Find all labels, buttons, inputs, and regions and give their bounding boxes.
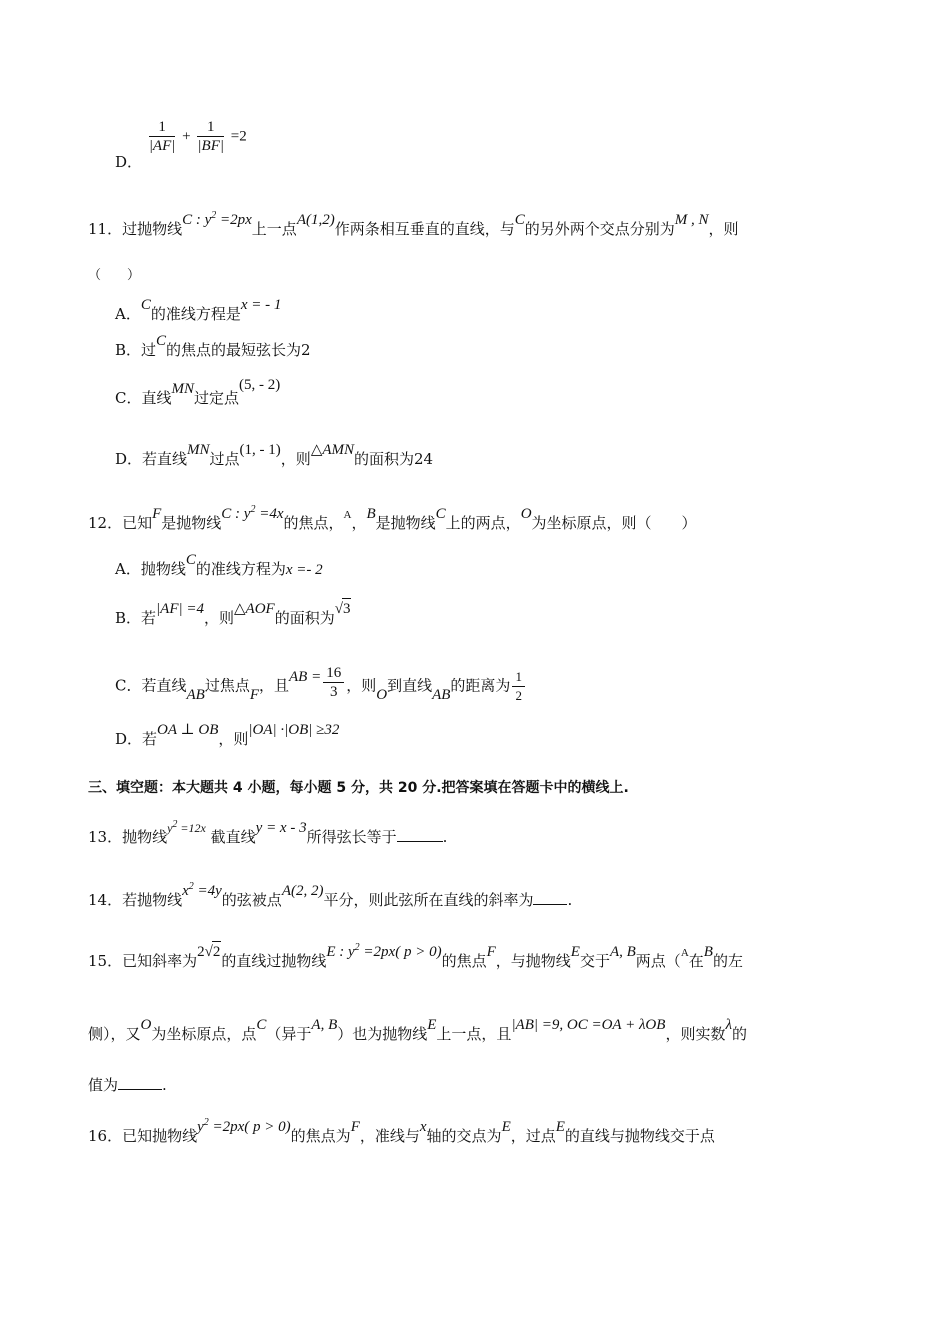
q12-curve-text: C : y — [221, 506, 251, 522]
q16-stem — [88, 1117, 715, 1147]
q15-text-6: 在 — [688, 952, 704, 970]
q11-option-c-point: (5, - 2) — [239, 377, 281, 393]
q11-option-a-math: x = - 1 — [240, 297, 282, 313]
q11-option-d — [115, 442, 434, 470]
q11-paren: （ ） — [88, 268, 141, 283]
q11-option-b — [115, 333, 311, 361]
q11-option-a-text: 的准线方程是 — [150, 305, 241, 323]
q15-lambda: λ — [725, 1017, 732, 1033]
q12-option-d-math-2: |OA| ·|OB| ≥32 — [248, 722, 340, 738]
q15-text-7: 的左 — [712, 952, 743, 970]
q15-slope-radicand: 2 — [212, 941, 222, 962]
q15-text-4: 交于 — [579, 952, 610, 970]
q15-answer-blank[interactable] — [118, 1075, 162, 1090]
q14-curve-rest: =4y — [197, 883, 222, 899]
q12-text-2: 的焦点， — [283, 514, 344, 532]
q16-text-1: 的焦点为 — [290, 1127, 351, 1145]
q16-curve: $y^2 =2px$( p > 0) — [197, 1117, 291, 1135]
q12-text-6: 为坐标原点，则（ ） — [531, 514, 697, 532]
q15-l2-text-1: 侧），又 — [88, 1025, 141, 1043]
q10-frac-bf-num: 1 — [197, 118, 224, 137]
q15-line-2 — [88, 1017, 747, 1045]
q12-option-c-ab: AB — [186, 686, 205, 703]
q12-option-a-math: x =- 2 — [285, 562, 323, 578]
q16-number: 16．已知抛物线 — [88, 1127, 198, 1145]
q15-l2-text-5: 上一点，且 — [436, 1025, 512, 1043]
q15-ab-2: A, B — [311, 1017, 338, 1033]
q13-curve-text: y — [167, 821, 173, 835]
q12-option-c-frac-16-3 — [323, 664, 344, 701]
section-3-heading: 三、填空题：本大题共 4 小题，每小题 5 分，共 20 分.把答案填在答题卡中的横线上. — [88, 780, 629, 796]
q16-e: E — [501, 1119, 511, 1135]
q12-option-c-frac2-num: 1 — [512, 668, 525, 687]
q11-option-a-c: C — [140, 297, 151, 313]
q15-slope-coef: 2 — [197, 944, 205, 960]
q12-option-a-label: A．抛物线 — [115, 560, 186, 578]
q12-o: O — [520, 506, 532, 522]
q14-curve: $x^2 =4y$ — [182, 881, 222, 899]
q11-option-d-label: D．若直线 — [115, 450, 188, 468]
q16-text-2: ，准线与 — [359, 1127, 420, 1145]
q12-number: 12．已知 — [88, 514, 153, 532]
q10-frac-af-den: |AF| — [148, 138, 176, 154]
q12-option-c-frac-num: 16 — [323, 664, 344, 683]
q12-stem — [88, 504, 697, 535]
q15-condition: |AB| =9, OC =OA + λOB — [511, 1017, 666, 1033]
q10-plus: + — [182, 128, 191, 145]
q15-ab: A, B — [609, 944, 636, 960]
q15-b: B — [703, 944, 713, 960]
q12-option-b-triangle: △AOF — [234, 601, 275, 617]
q11-text-2: 作两条相互垂直的直线，与 — [334, 220, 515, 238]
q16-text-4: ，过点 — [510, 1127, 556, 1145]
q14-stem — [88, 881, 573, 911]
q12-option-c-text-4: 到直线 — [387, 676, 433, 695]
q12-option-b — [115, 601, 351, 629]
q16-curve-text: y — [197, 1119, 204, 1135]
q12-text-4: 是抛物线 — [375, 514, 436, 532]
q15-curve-rest: =2px( p > 0) — [363, 944, 442, 960]
q11-option-c — [115, 377, 281, 409]
q12-option-b-math: |AF| =4 — [156, 601, 204, 617]
q11-option-d-triangle: △AMN — [310, 442, 355, 458]
q12-option-c-o: O — [376, 686, 388, 703]
q13-line: y = x - 3 — [255, 820, 307, 836]
q12-b: B — [366, 506, 376, 522]
q15-text-1: 的直线过抛物线 — [221, 952, 327, 970]
q15-l2-text-3: （异于 — [266, 1025, 312, 1043]
q12-option-b-label: B．若 — [115, 609, 157, 627]
q11-curve-rest: =2px — [220, 212, 252, 228]
q12-text-3: ， — [351, 514, 367, 532]
q13-end: . — [442, 828, 448, 846]
q11-curve: C : $y^2 =2px$ — [182, 210, 252, 228]
q11-option-c-mn: MN — [171, 381, 194, 397]
q15-f: F — [486, 944, 496, 960]
q14-text-2: 平分，则此弦所在直线的斜率为 — [323, 891, 534, 909]
q12-option-a-c: C — [185, 552, 196, 568]
q15-l2-text-7: 的 — [731, 1025, 747, 1043]
q15-line-3 — [88, 1075, 167, 1095]
q16-curve-rest: =2px( p > 0) — [212, 1119, 291, 1135]
q12-option-d-math: OA ⊥ OB — [157, 722, 219, 738]
q12-option-c-label: C．若直线 — [115, 676, 187, 695]
q15-l3-text-1: 值为 — [88, 1076, 119, 1094]
q15-curve-text: E : y — [326, 944, 355, 960]
q10-option-d — [115, 118, 247, 171]
q15-slope: 2√2 — [197, 944, 221, 960]
q12-option-c-ab-2: AB — [432, 686, 451, 703]
q12-option-c — [115, 665, 527, 705]
q12-option-c-text-2: ，且 — [259, 676, 290, 695]
q14-curve-text: x — [182, 883, 189, 899]
q10-option-d-label: D． — [115, 152, 143, 171]
q16-f: F — [350, 1119, 360, 1135]
q11-option-c-text: 过定点 — [193, 389, 239, 407]
q12-a: A — [343, 509, 352, 521]
q10-frac-af — [149, 118, 176, 155]
q15-line-1 — [88, 942, 743, 973]
q12-option-c-text-5: 的距离为 — [450, 676, 511, 695]
q12-option-d-text: ，则 — [218, 730, 249, 748]
q14-number: 14．若抛物线 — [88, 891, 183, 909]
q13-text-2: 所得弦长等于 — [306, 828, 397, 846]
q12-option-c-frac-1-2 — [512, 668, 525, 705]
q12-option-b-text-1: ，则 — [203, 609, 234, 627]
q11-option-d-text-3: 的面积为24 — [354, 450, 434, 468]
q13-answer-blank[interactable] — [397, 827, 443, 842]
q11-option-d-text-2: ，则 — [280, 450, 311, 468]
q15-l2-text-6: ，则实数 — [665, 1025, 726, 1043]
q12-curve: C : $y^2 =4x$ — [221, 504, 284, 522]
q12-option-d-label: D．若 — [115, 730, 158, 748]
q11-mn: M , N — [674, 212, 709, 228]
q11-option-b-text: 的焦点的最短弦长为2 — [166, 341, 311, 359]
q13-number: 13．抛物线 — [88, 828, 168, 846]
q12-option-b-text-2: 的面积为 — [274, 609, 335, 627]
q12-curve-rest: =4x — [259, 506, 284, 522]
q12-option-a-text: 的准线方程为 — [195, 560, 286, 578]
q11-option-c-label: C．直线 — [115, 389, 172, 407]
q10-frac-bf — [197, 118, 224, 155]
q14-point: A(2, 2) — [281, 883, 324, 899]
q16-text-5: 的直线与抛物线交于点 — [564, 1127, 715, 1145]
q11-c: C — [514, 212, 525, 228]
q13-curve: y2 =12x — [167, 819, 206, 835]
q10-frac-af-num: 1 — [149, 118, 176, 137]
q12-c: C — [435, 506, 446, 522]
q12-option-c-frac2-den: 2 — [515, 688, 522, 703]
q11-option-b-c: C — [156, 333, 167, 349]
q12-option-c-f: F — [249, 686, 259, 703]
q15-o: O — [140, 1017, 152, 1033]
q11-curve-text: C : y — [182, 212, 212, 228]
q11-option-d-mn: MN — [187, 442, 210, 458]
q11-option-a — [115, 297, 282, 325]
q15-text-3: ，与抛物线 — [495, 952, 571, 970]
q15-number: 15．已知斜率为 — [88, 952, 198, 970]
q12-option-c-text-3: ，则 — [346, 676, 377, 695]
q12-option-c-ab-eq: AB = — [289, 668, 322, 685]
q13-stem — [88, 819, 448, 848]
q15-curve: E : $y^2 =2px$( p > 0) — [326, 942, 442, 960]
q14-answer-blank[interactable] — [533, 890, 567, 905]
q10-eq: =2 — [230, 128, 247, 145]
q14-end: . — [567, 891, 573, 909]
q13-text-1: 截直线 — [210, 828, 256, 846]
q15-text-2: 的焦点 — [441, 952, 487, 970]
q15-l2-text-4: ）也为抛物线 — [337, 1025, 428, 1043]
q11-text-3: 的另外两个交点分别为 — [524, 220, 675, 238]
q15-l2-text-2: 为坐标原点，点 — [151, 1025, 257, 1043]
q16-e-2: E — [555, 1119, 565, 1135]
q12-option-c-text-1: 过焦点 — [204, 676, 250, 695]
q15-e: E — [570, 944, 580, 960]
q11-option-d-text-1: 过点 — [209, 450, 240, 468]
q14-text-1: 的弦被点 — [221, 891, 282, 909]
q12-text-1: 是抛物线 — [161, 514, 222, 532]
q12-option-a — [115, 552, 323, 580]
q12-option-c-frac-den: 3 — [329, 684, 338, 700]
q11-text-4: ，则 — [708, 220, 739, 238]
q12-text-5: 上的两点， — [445, 514, 521, 532]
q11-stem — [88, 210, 739, 240]
q15-a: A — [680, 947, 689, 959]
q10-frac-bf-den: |BF| — [197, 138, 224, 154]
q12-option-b-sqrt-value: 3 — [342, 598, 352, 619]
q12-f: F — [152, 506, 162, 522]
q16-x: x — [419, 1119, 427, 1135]
q15-end: . — [162, 1076, 167, 1094]
q12-option-b-sqrt: √3 — [335, 601, 352, 617]
q15-text-5: 两点（ — [635, 952, 681, 970]
q15-c: C — [256, 1017, 267, 1033]
q12-option-d — [115, 722, 340, 750]
q13-curve-rest: =12x — [180, 821, 206, 835]
q15-e-2: E — [427, 1017, 437, 1033]
q11-point: A(1,2) — [296, 212, 335, 228]
q11-option-b-label: B．过 — [115, 341, 157, 359]
q11-text-1: 上一点 — [251, 220, 297, 238]
q11-option-d-point: (1, - 1) — [239, 442, 281, 458]
q11-number: 11．过抛物线 — [88, 220, 183, 238]
q16-text-3: 轴的交点为 — [426, 1127, 502, 1145]
q11-option-a-label: A． — [115, 305, 141, 323]
